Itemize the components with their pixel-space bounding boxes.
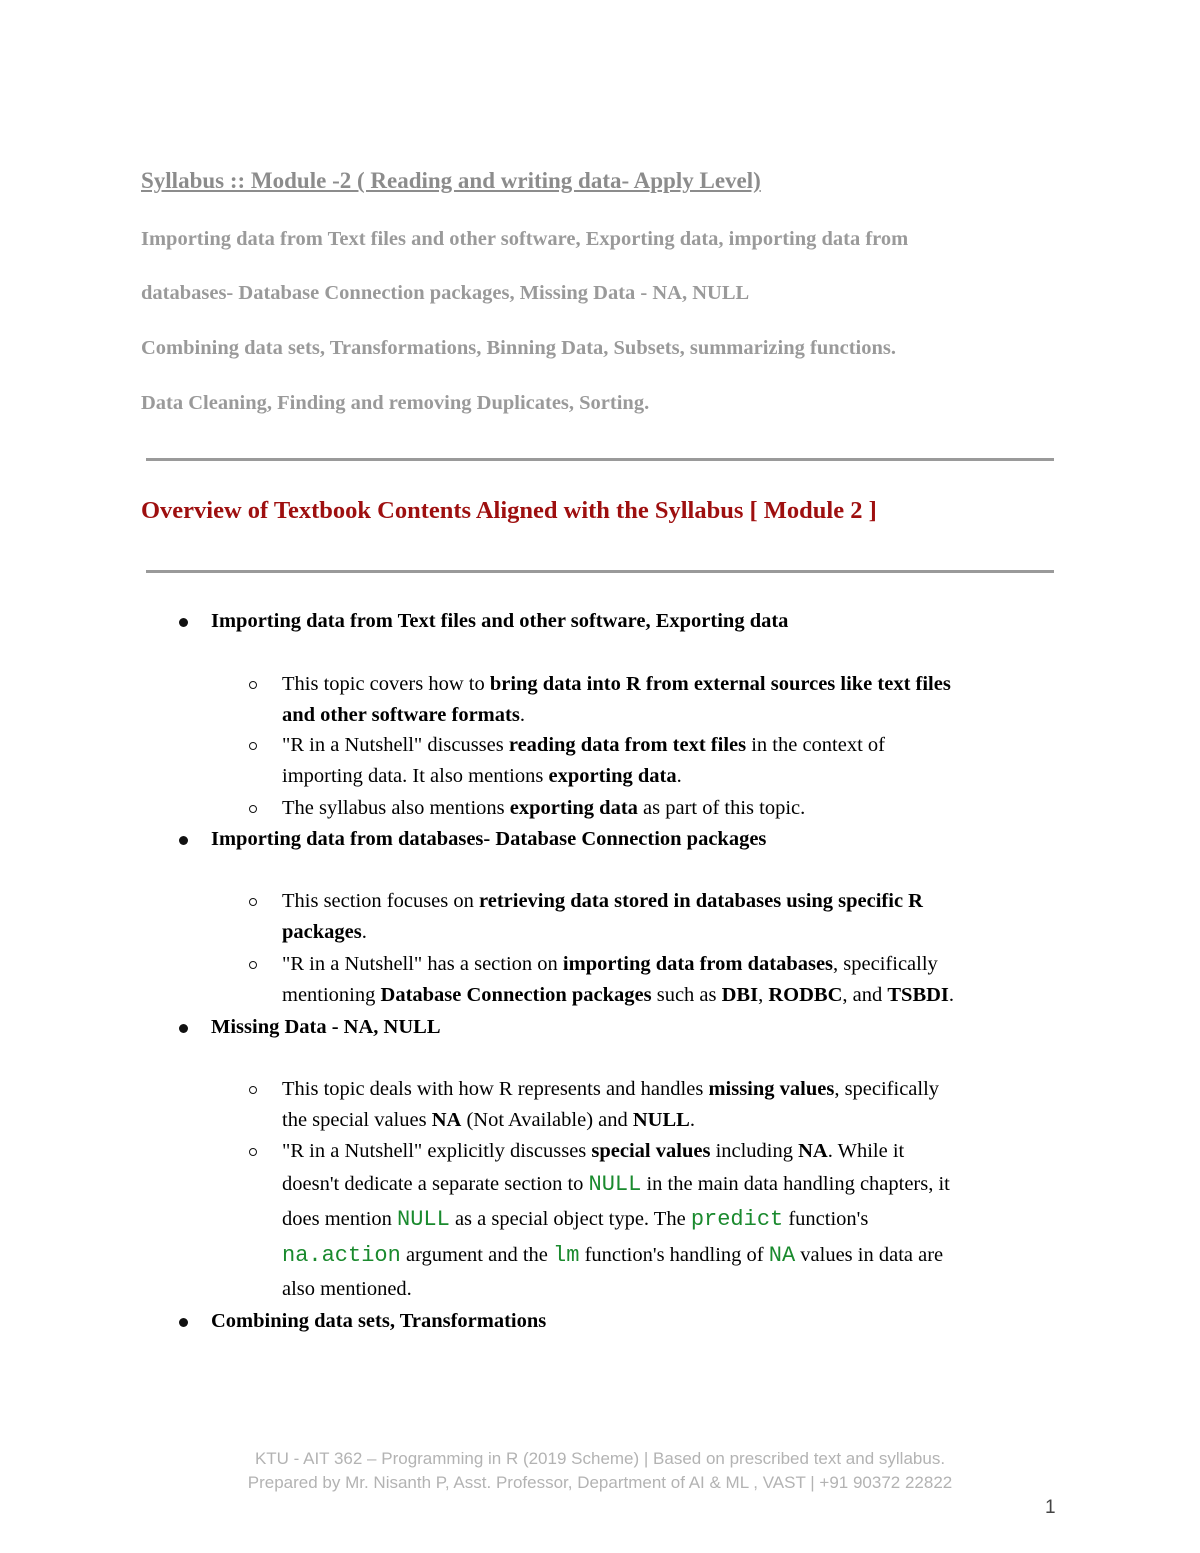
list-item-line: packages. [282, 921, 367, 943]
footer-line: KTU - AIT 362 – Programming in R (2019 Scheme) | Based on prescribed text and syllabus. [254, 1449, 946, 1468]
list-item-line: This section focuses on retrieving data stored in databases using specific R [282, 890, 923, 912]
syllabus-line: databases- Database Connection packages, Missing Data - NA, NULL [141, 282, 750, 304]
list-item-line: The syllabus also mentions exporting data as part of this topic. [282, 797, 806, 819]
list-item-line: does mention NULL as a special object type. The predict function's [282, 1207, 869, 1232]
section-title: Importing data from databases- Database Connection packages [211, 828, 767, 850]
sub-bullet-icon [249, 961, 257, 969]
syllabus-line: Importing data from Text files and other software, Exporting data, importing data from [141, 228, 909, 250]
list-item-line: "R in a Nutshell" has a section on importing data from databases, specifically [282, 953, 938, 975]
divider [146, 458, 1054, 461]
list-item-line: "R in a Nutshell" explicitly discusses special values including NA. While it [282, 1140, 905, 1162]
divider [146, 570, 1054, 573]
list-item-line: importing data. It also mentions exporting data. [282, 765, 682, 787]
list-item-line: This topic deals with how R represents and handles missing values, specifically [282, 1078, 940, 1100]
section-title: Importing data from Text files and other software, Exporting data [211, 610, 789, 632]
page-number: 1 [1045, 1497, 1056, 1518]
sub-bullet-icon [249, 681, 257, 689]
bullet-dot-icon [179, 836, 188, 845]
sub-bullet-icon [249, 742, 257, 750]
code-na-action: na.action [282, 1243, 401, 1268]
list-item-line: mentioning Database Connection packages such as DBI, RODBC, and TSBDI. [282, 984, 955, 1006]
list-item-line: "R in a Nutshell" discusses reading data from text files in the context of [282, 734, 885, 756]
bullet-dot-icon [179, 1318, 188, 1327]
sub-bullet-icon [249, 1086, 257, 1094]
bullet-dot-icon [179, 618, 188, 627]
code-lm: lm [553, 1243, 580, 1268]
syllabus-line: Combining data sets, Transformations, Binning Data, Subsets, summarizing functions. [141, 337, 897, 359]
code-null: NULL [588, 1172, 642, 1197]
list-item-line: doesn't dedicate a separate section to NULL in the main data handling chapters, it [282, 1172, 950, 1197]
sub-bullet-icon [249, 898, 257, 906]
code-predict: predict [690, 1207, 784, 1232]
list-item-line: na.action argument and the lm function's handling of NA values in data are [282, 1243, 944, 1268]
code-na: NA [768, 1243, 796, 1268]
footer-line: Prepared by Mr. Nisanth P, Asst. Professor, Department of AI & ML , VAST | +91 90372 22822 [247, 1473, 953, 1492]
overview-heading: Overview of Textbook Contents Aligned with the Syllabus [ Module 2 ] [141, 497, 877, 524]
list-item-line: and other software formats. [282, 704, 525, 726]
list-item-line: the special values NA (Not Available) and NULL. [282, 1109, 695, 1131]
syllabus-title: Syllabus :: Module -2 ( Reading and writing data- Apply Level) [141, 168, 761, 193]
sub-bullet-icon [249, 805, 257, 813]
list-item-line: This topic covers how to bring data into R from external sources like text files [282, 673, 951, 695]
bullet-dot-icon [179, 1024, 188, 1033]
section-title: Combining data sets, Transformations [211, 1310, 547, 1332]
section-title: Missing Data - NA, NULL [211, 1016, 441, 1038]
list-item-line: also mentioned. [282, 1278, 412, 1300]
code-null: NULL [397, 1207, 450, 1232]
syllabus-line: Data Cleaning, Finding and removing Duplicates, Sorting. [141, 392, 650, 414]
sub-bullet-icon [249, 1148, 257, 1156]
